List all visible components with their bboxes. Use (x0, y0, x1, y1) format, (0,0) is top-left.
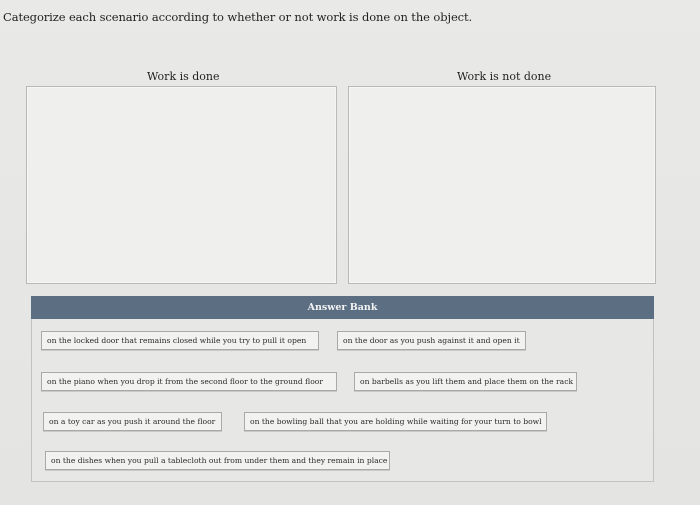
answer-chip-locked-door[interactable]: on the locked door that remains closed while you try to pull it open (41, 331, 319, 350)
category-label-work-not-done: Work is not done (457, 70, 552, 83)
answer-chip-tablecloth-dishes[interactable]: on the dishes when you pull a tablecloth out from under them and they remain in place (45, 451, 390, 470)
answer-chip-door-push-open[interactable]: on the door as you push against it and open it (337, 331, 526, 350)
dropzone-work-done[interactable] (26, 86, 337, 284)
answer-bank-title: Answer Bank (31, 296, 654, 319)
question-prompt: Categorize each scenario according to whether or not work is done on the object. (3, 10, 473, 24)
answer-chip-toy-car[interactable]: on a toy car as you push it around the floor (43, 412, 222, 431)
answer-chip-barbells-lift[interactable]: on barbells as you lift them and place them on the rack (354, 372, 577, 391)
answer-chip-bowling-ball[interactable]: on the bowling ball that you are holding while waiting for your turn to bowl (244, 412, 547, 431)
category-label-work-done: Work is done (147, 70, 220, 83)
answer-chip-piano-drop[interactable]: on the piano when you drop it from the second floor to the ground floor (41, 372, 337, 391)
dropzone-work-not-done[interactable] (348, 86, 656, 284)
